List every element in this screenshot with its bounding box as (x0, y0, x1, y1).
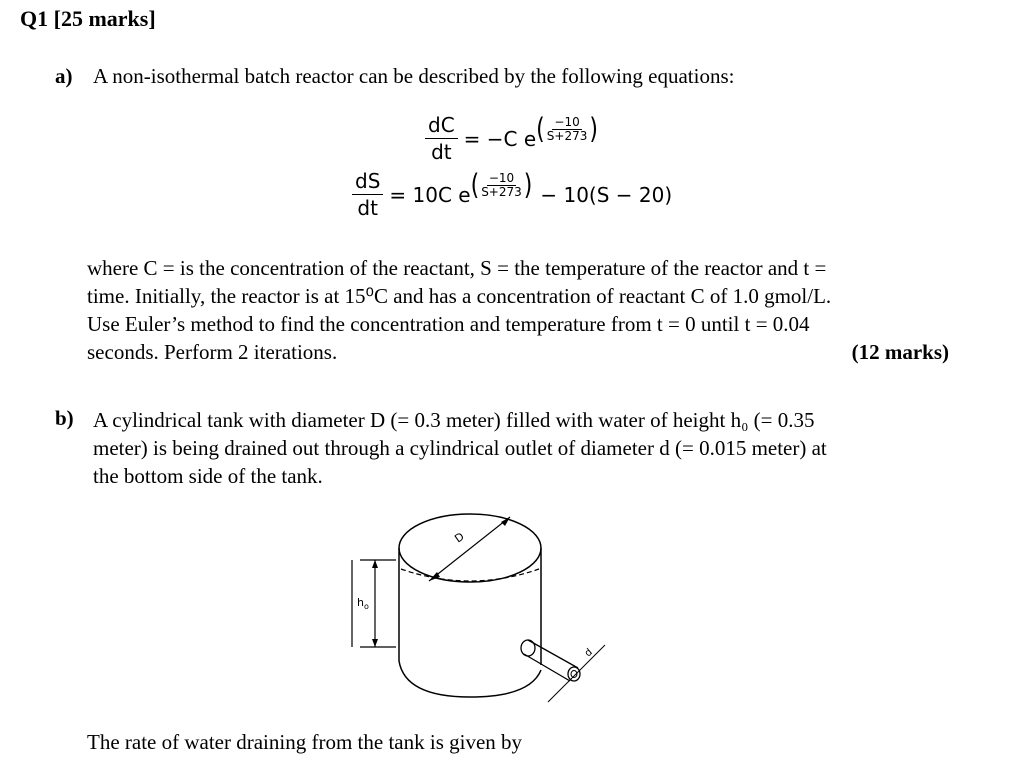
part-a-paragraph (87, 254, 949, 366)
tank-diagram (340, 505, 620, 710)
part-a-line-4 (87, 338, 949, 366)
eq2-exp-denominator: S+273 (481, 185, 522, 199)
diameter-arrow (429, 517, 510, 581)
eq2-rhs-start: = 10C e (389, 182, 471, 207)
part-b-paragraph (93, 406, 950, 490)
eq1-exponent: ( $\frac{-10}{S+273}$ ) (536, 113, 598, 146)
part-a-line-2: time. Initially, the reactor is at 15⁰C and has a concentration of reactant C of 1.0 gmol/L. (87, 284, 832, 308)
part-a-intro: A non-isothermal batch reactor can be described by the following equations: (93, 64, 735, 88)
outlet-pipe-top (528, 640, 578, 668)
closing-text: The rate of water draining from the tank is given by (87, 730, 523, 754)
part-a-last-line: seconds. Perform 2 iterations. (87, 340, 338, 364)
part-a-label: a) (55, 64, 73, 88)
eq1-exp-denominator: S+273 (546, 129, 588, 143)
equation-dsdt (352, 170, 672, 219)
fraction-dc-dt (425, 114, 458, 163)
part-a-line-1: where C = is the concentration of the reactant, S = the temperature of the reactor and t = (87, 256, 827, 280)
outlet-end (568, 667, 580, 681)
eq2-numerator: dS (352, 170, 383, 195)
eq2-rhs-end: − 10(S − 20) (540, 182, 673, 207)
part-a-line-3: Use Euler’s method to find the concentration and temperature from t = 0 until t = 0.04 (87, 312, 810, 336)
part-b-line-2: meter) is being drained out through a cylindrical outlet of diameter d (= 0.015 meter) at (93, 436, 827, 460)
height-label: $h_o$ (357, 596, 369, 611)
eq1-exp-numerator: −10 (554, 115, 580, 130)
part-b-label: b) (55, 406, 74, 430)
diameter-label: D (452, 529, 467, 546)
fraction-ds-dt (352, 170, 383, 219)
part-b-line-1: A cylindrical tank with diameter D (= 0.3 meter) filled with water of height h₀ (= 0.35 (93, 408, 815, 432)
eq1-denominator: dt (431, 140, 452, 164)
equation-dcdt (425, 114, 598, 163)
outlet-pipe-bottom (524, 654, 570, 681)
part-a-marks: (12 marks) (851, 340, 949, 364)
tank-bottom-curve (399, 661, 541, 697)
eq2-exp-numerator: −10 (488, 171, 515, 186)
eq1-rhs: = −C e (463, 126, 537, 151)
eq2-denominator: dt (357, 196, 378, 220)
water-level-line (401, 569, 539, 581)
part-b-line-3: the bottom side of the tank. (93, 464, 323, 488)
eq1-numerator: dC (425, 114, 458, 139)
question-title: Q1 [25 marks] (20, 6, 156, 31)
outlet-diameter-label: d (582, 646, 595, 660)
eq2-exponent: ( $\frac{-10}{S+273}$ ) (470, 169, 533, 202)
